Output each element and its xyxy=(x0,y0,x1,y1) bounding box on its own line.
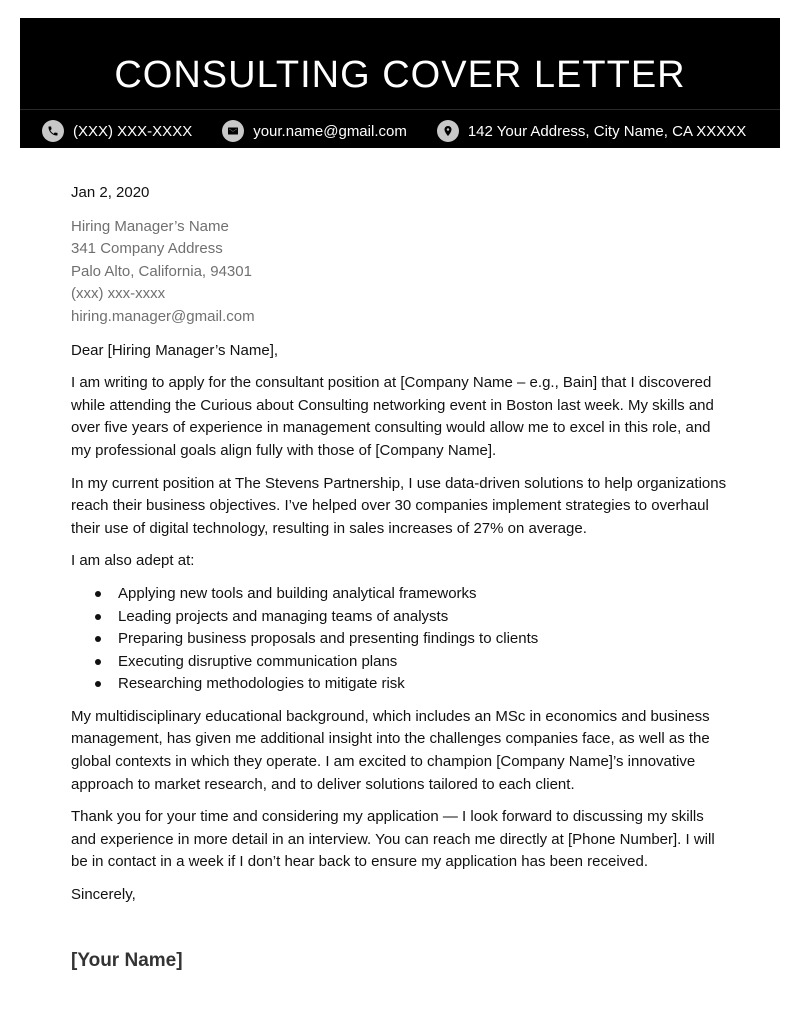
recipient-email: hiring.manager@gmail.com xyxy=(71,307,255,325)
closing: Sincerely, xyxy=(71,886,136,904)
recipient-city: Palo Alto, California, 94301 xyxy=(71,262,252,280)
recipient-phone: (xxx) xxx-xxxx xyxy=(71,285,166,303)
contact-phone xyxy=(42,120,192,142)
list-item: Researching methodologies to mitigate risk xyxy=(71,673,731,696)
list-item: Leading projects and managing teams of analysts xyxy=(71,606,731,629)
paragraph-education: My multidisciplinary educational background, which includes an MSc in economics and business management, has given me additional insight into the challenges companies face, as well as the global contexts in which they operate. I am excited to champion [Company Name]’s innovative approach to market research, and to deliver solutions tailored to each client. xyxy=(71,707,710,793)
address-text: 142 Your Address, City Name, CA XXXXX xyxy=(467,122,747,140)
signature: [Your Name] xyxy=(71,950,183,971)
skills-list xyxy=(71,583,731,696)
recipient-block xyxy=(71,216,731,329)
contact-email xyxy=(222,120,407,142)
email-text: your.name@gmail.com xyxy=(253,122,407,140)
salutation: Dear [Hiring Manager’s Name], xyxy=(71,341,279,359)
list-item: Applying new tools and building analytical frameworks xyxy=(71,583,731,606)
phone-icon xyxy=(42,120,64,142)
recipient-address: 341 Company Address xyxy=(71,240,223,258)
list-item: Preparing business proposals and presenting findings to clients xyxy=(71,628,731,651)
page-title: CONSULTING COVER LETTER xyxy=(114,54,686,96)
letter-body xyxy=(71,182,731,907)
header-banner xyxy=(20,18,780,148)
contact-address xyxy=(437,120,746,142)
paragraph-skills-lead: I am also adept at: xyxy=(71,552,195,570)
list-item: Executing disruptive communication plans xyxy=(71,651,731,674)
letter-date: Jan 2, 2020 xyxy=(71,184,150,201)
paragraph-thanks: Thank you for your time and considering my application — I look forward to discussing my skills and experience in more detail in an interview. You can reach me directly at [Phone Number]. I will be in contact in a week if I don’t hear back to ensure my application has been received. xyxy=(71,808,715,871)
recipient-name: Hiring Manager’s Name xyxy=(71,217,229,235)
paragraph-intro: I am writing to apply for the consultant position at [Company Name – e.g., Bain] that I discovered while attending the Curious about Consulting networking event in Boston last week. My skills and over five years of experience in management consulting would allow me to excel in this role, and my professional goals align fully with those of [Company Name]. xyxy=(71,374,714,459)
contact-bar xyxy=(42,120,776,142)
phone-text: (XXX) XXX-XXXX xyxy=(73,122,193,140)
paragraph-experience: In my current position at The Stevens Partnership, I use data-driven solutions to help organizations reach their business objectives. I’ve helped over 30 companies implement strategies to overhaul their use of digital technology, resulting in sales increases of 27% on average. xyxy=(71,474,727,537)
email-icon xyxy=(222,120,244,142)
location-icon xyxy=(437,120,459,142)
title-divider xyxy=(20,109,780,110)
